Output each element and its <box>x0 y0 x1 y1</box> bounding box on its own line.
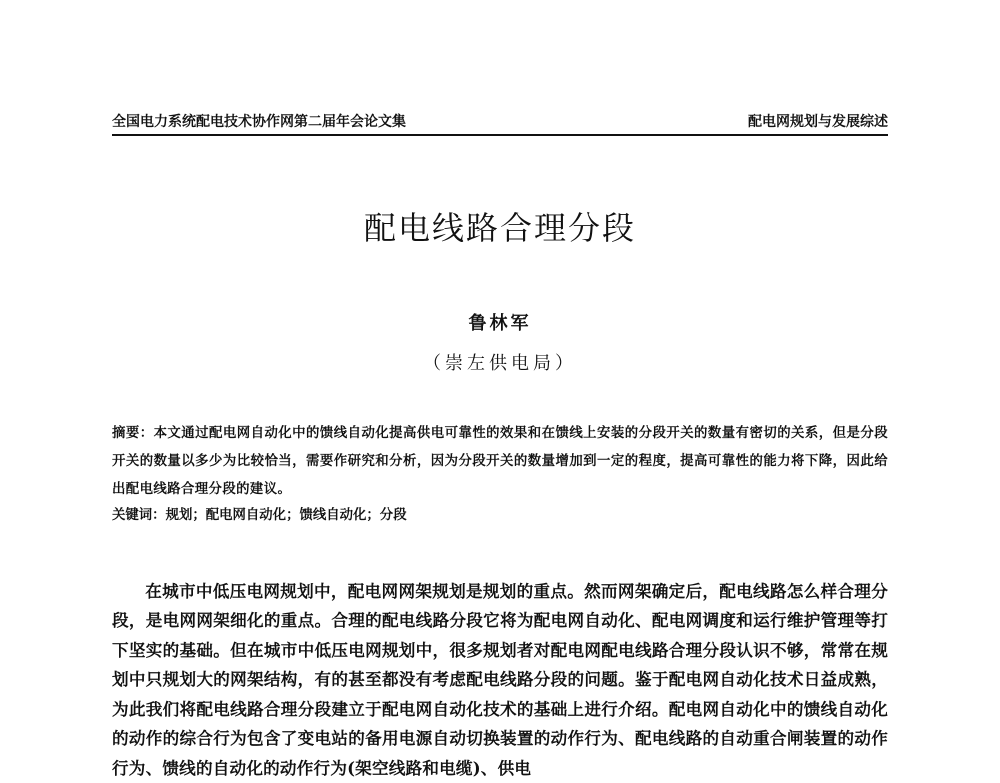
body-paragraph: 在城市中低压电网规划中，配电网网架规划是规划的重点。然而网架确定后，配电线路怎么样合理分段，是电网网架细化的重点。合理的配电线路分段它将为配电网自动化、配电网调度和运行维护管理等打下坚实的基础。但在城市中低压电网规划中，很多规划者对配电网配电线路合理分段认识不够，常常在规划中只规划大的网架结构，有的甚至都没有考虑配电线路分段的问题。鉴于配电网自动化技术日益成熟，为此我们将配电线路合理分段建立于配电网自动化技术的基础上进行介绍。配电网自动化中的馈线自动化的动作的综合行为包含了变电站的备用电源自动切换装置的动作行为、配电线路的自动重合闸装置的动作行为、馈线的自动化的动作行为(架空线路和电缆)、供电 <box>112 580 888 778</box>
running-header <box>112 108 888 136</box>
keywords <box>112 504 888 526</box>
keywords-text: 规划；配电网自动化；馈线自动化；分段 <box>165 507 407 523</box>
abstract-text: 本文通过配电网自动化中的馈线自动化提高供电可靠性的效果和在馈线上安装的分段开关的数量有密切的关系，但是分段开关的数量以多少为比较恰当，需要作研究和分析，因为分段开关的数量增加到一定的程度，提高可靠性的能力将下降，因此给出配电线路合理分段的建议。 <box>112 425 888 497</box>
paper-title: 配电线路合理分段 <box>363 209 636 247</box>
keywords-label: 关键词： <box>112 507 166 523</box>
abstract-label: 摘要： <box>112 425 154 441</box>
header-proceedings-title: 全国电力系统配电技术协作网第二届年会论文集 <box>112 114 406 130</box>
header-section-title: 配电网规划与发展综述 <box>748 114 888 130</box>
paper-affiliation: （崇左供电局） <box>423 353 577 374</box>
abstract <box>112 419 888 503</box>
paper-author: 鲁林军 <box>468 313 532 334</box>
